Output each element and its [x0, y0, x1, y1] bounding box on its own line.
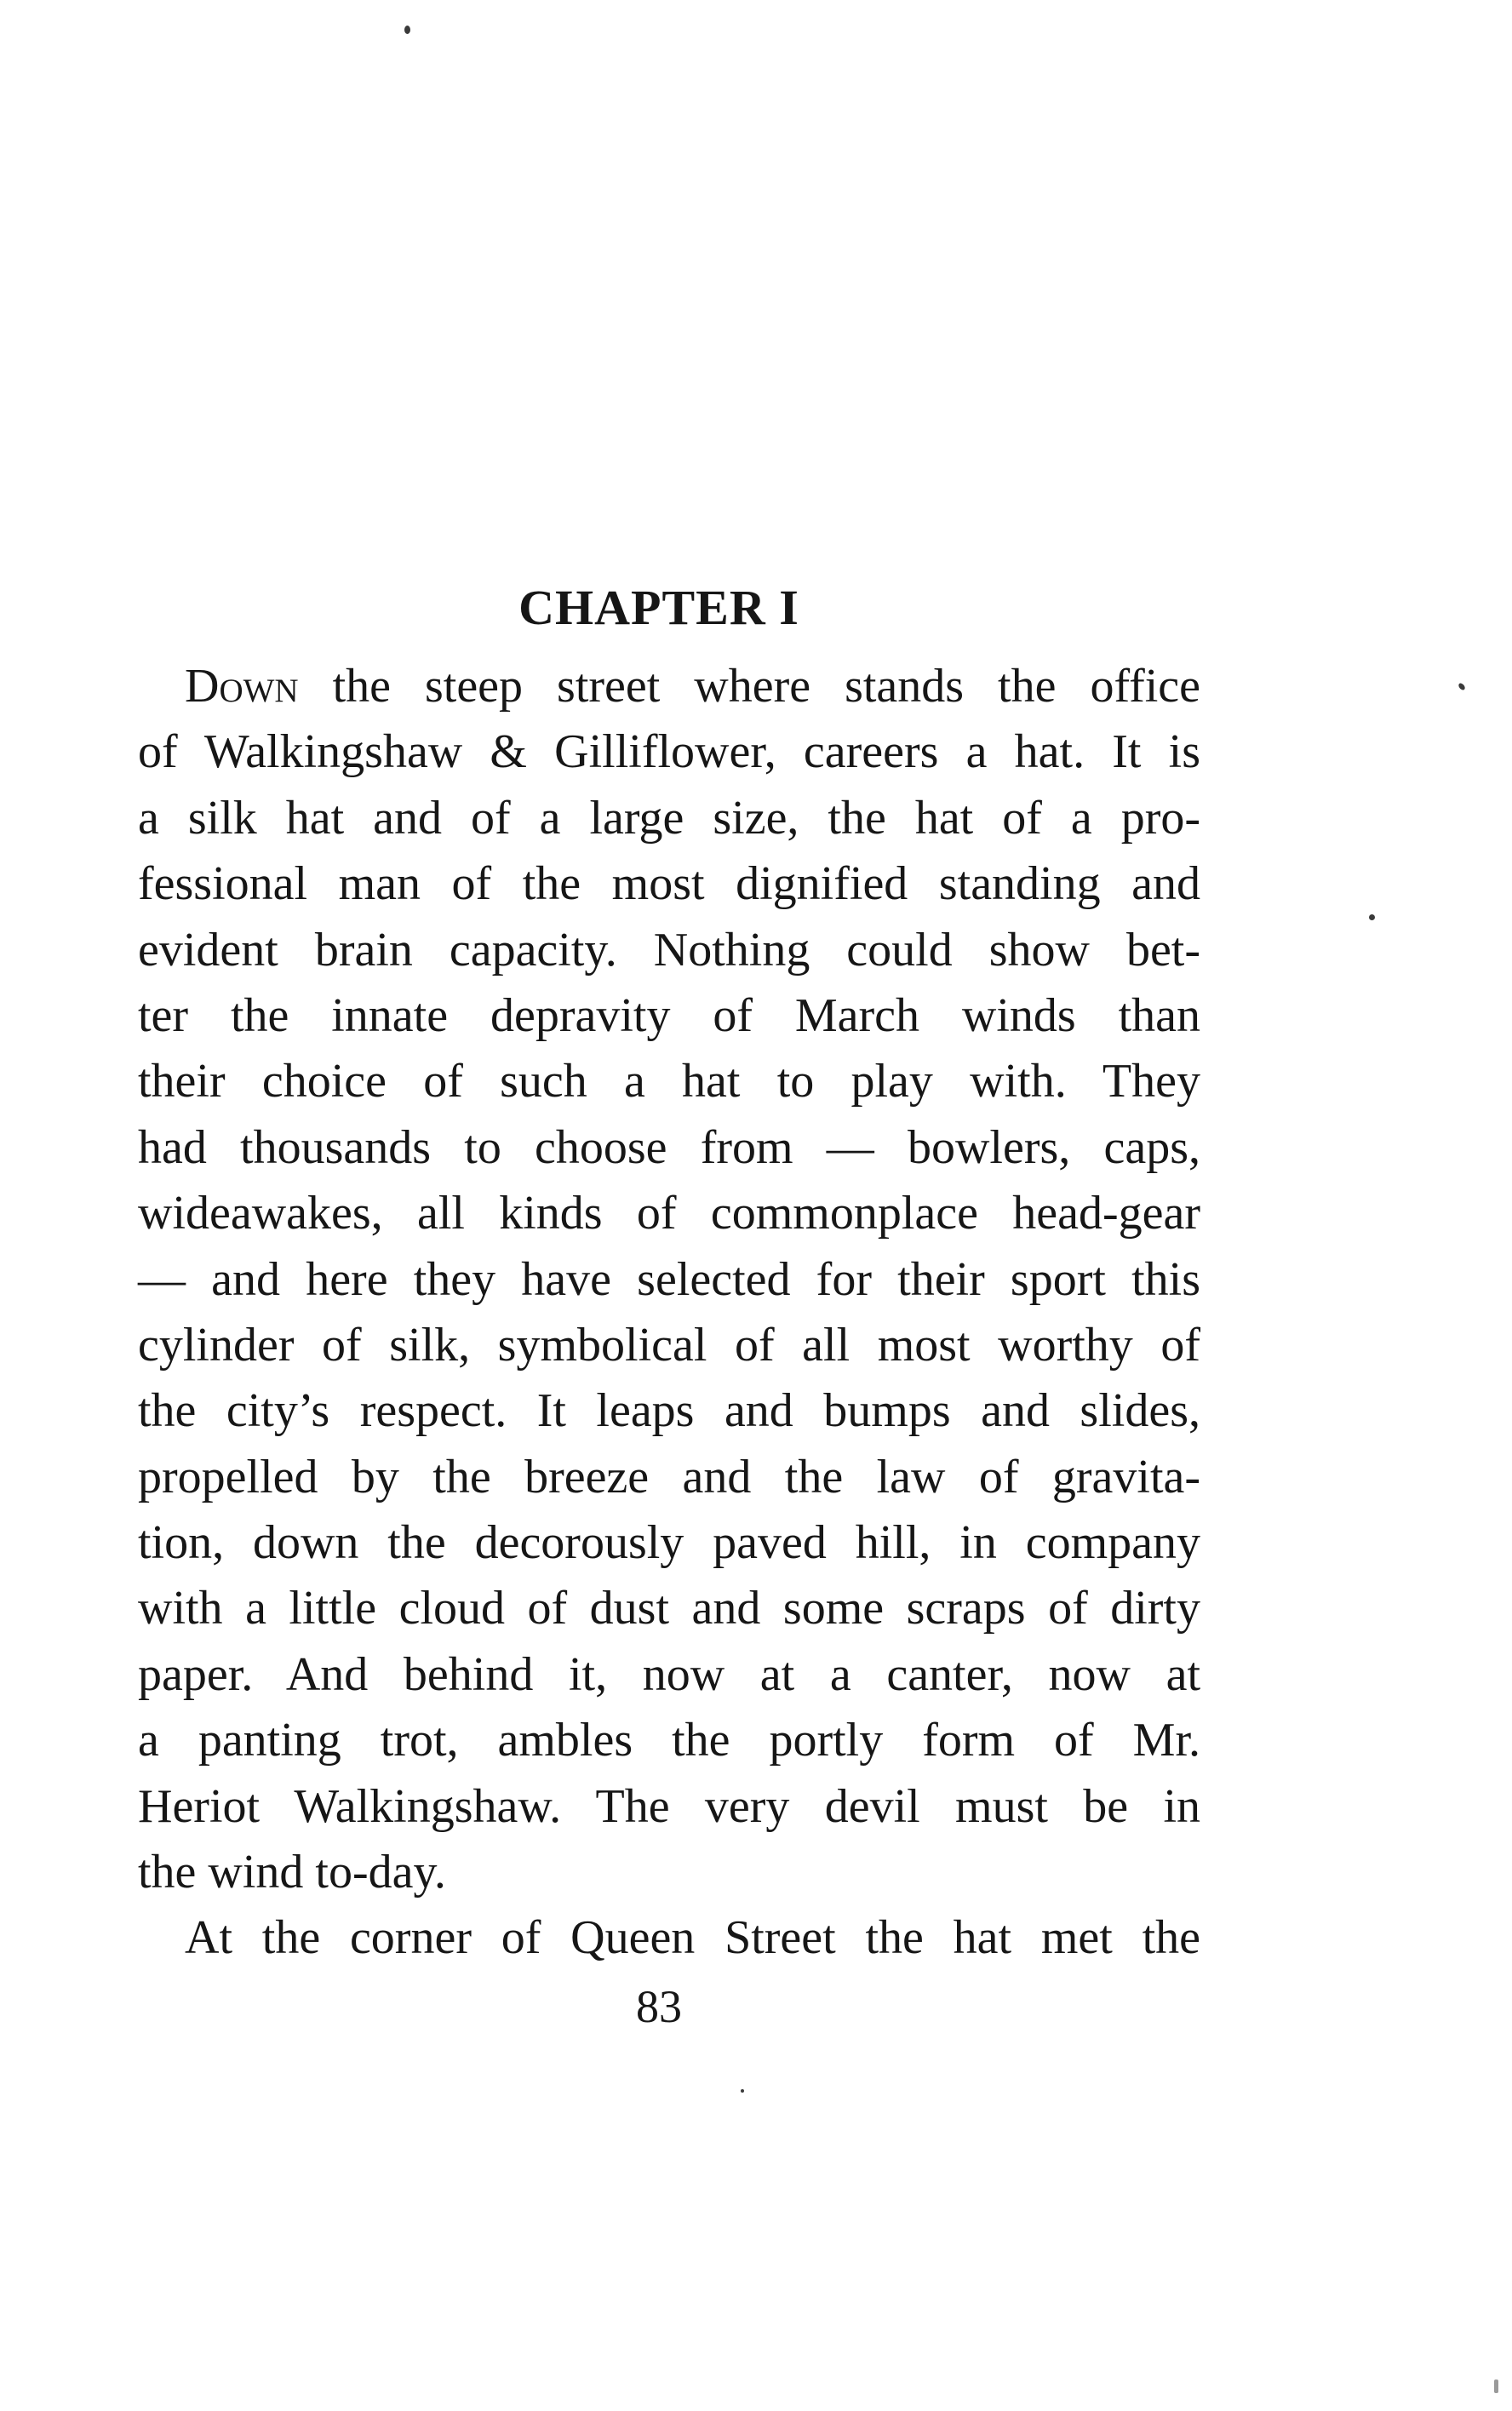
text-line: ter the innate depravity of March winds than — [138, 988, 1200, 1042]
scan-speck — [1458, 682, 1466, 691]
page-number: 83 — [636, 1981, 682, 2032]
body-text — [138, 654, 1200, 1972]
text-line: the wind to-day. — [138, 1846, 446, 1899]
text-line: of Walkingshaw & Gilliflower, careers a hat. It is — [138, 725, 1200, 779]
text-line: cylinder of silk, symbolical of all most worthy of — [138, 1318, 1200, 1372]
text-line: with a little cloud of dust and some scraps of dirty — [138, 1582, 1200, 1635]
text-line: fessional man of the most dignified standing and — [138, 857, 1200, 911]
scan-speck — [1494, 2380, 1498, 2393]
text-line: a panting trot, ambles the portly form of Mr. — [138, 1714, 1200, 1767]
text-line: a silk hat and of a large size, the hat of a pro- — [138, 791, 1200, 845]
scan-speck — [1369, 914, 1375, 920]
text-line: the city’s respect. It leaps and bumps and slides, — [138, 1384, 1200, 1438]
chapter-heading: CHAPTER I — [518, 579, 799, 635]
text-line: propelled by the breeze and the law of gravita- — [138, 1450, 1200, 1503]
scan-speck — [741, 2089, 744, 2093]
text-line: their choice of such a hat to play with. They — [138, 1055, 1200, 1108]
text-line: wideawakes, all kinds of commonplace head-gear — [138, 1187, 1200, 1240]
text-line — [138, 654, 1200, 719]
text-line: had thousands to choose from — bowlers, caps, — [138, 1120, 1200, 1174]
text-line: At the corner of Queen Street the hat met the — [185, 1911, 1200, 1965]
paragraph — [138, 1905, 1200, 1971]
drop-word: Down — [185, 660, 299, 713]
text-line: — and here they have selected for their sport this — [138, 1252, 1200, 1306]
text-line: evident brain capacity. Nothing could show bet- — [138, 923, 1200, 976]
paragraph — [138, 654, 1200, 1905]
scan-speck — [404, 26, 410, 34]
line-text: the steep street where stands the office — [298, 660, 1200, 713]
text-line: tion, down the decorously paved hill, in company — [138, 1516, 1200, 1570]
text-line: paper. And behind it, now at a canter, now at — [138, 1647, 1200, 1701]
text-line: Heriot Walkingshaw. The very devil must be in — [138, 1779, 1200, 1833]
